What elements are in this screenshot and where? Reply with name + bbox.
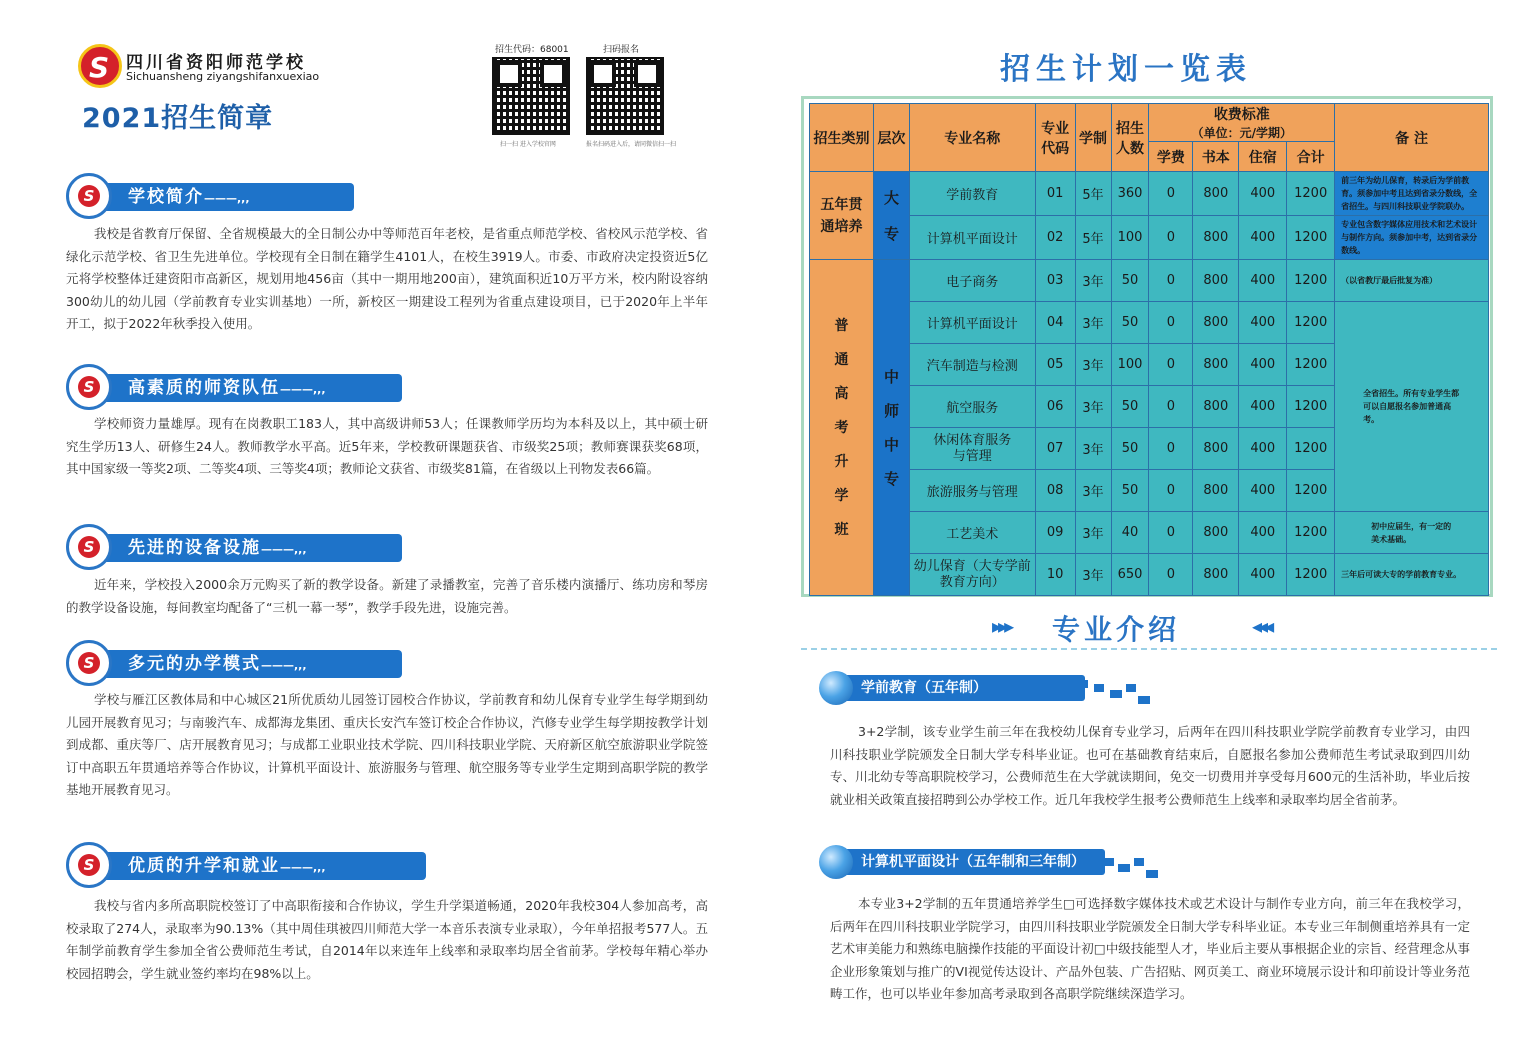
section-logo-icon	[66, 524, 112, 570]
count-cell: 360	[1111, 172, 1149, 216]
header-total: 合计	[1287, 142, 1335, 172]
major-cell: 电子商务	[909, 260, 1035, 302]
major-cell: 休闲体育服务与管理	[909, 428, 1035, 470]
tuition-cell: 0	[1149, 554, 1193, 596]
books-cell: 800	[1193, 470, 1239, 512]
header-category: 招生类别	[810, 104, 874, 172]
total-cell: 1200	[1287, 344, 1335, 386]
logo-letter: S	[78, 185, 100, 207]
books-cell: 800	[1193, 172, 1239, 216]
books-cell: 800	[1193, 554, 1239, 596]
table-row	[810, 554, 1489, 596]
pixel-decor	[1126, 684, 1136, 692]
total-cell: 1200	[1287, 260, 1335, 302]
total-cell: 1200	[1287, 302, 1335, 344]
section-title: 学校简介	[128, 187, 204, 207]
code-cell: 09	[1035, 512, 1075, 554]
pixel-decor	[1094, 684, 1104, 692]
tuition-cell: 0	[1149, 172, 1193, 216]
table-row	[810, 302, 1489, 344]
section-bar	[104, 374, 402, 402]
books-cell: 800	[1193, 512, 1239, 554]
section-tail: ———,,,	[280, 383, 326, 396]
years-cell: 3年	[1075, 428, 1111, 470]
section-bar	[104, 852, 426, 880]
years-cell: 3年	[1075, 260, 1111, 302]
page-title: 2021招生简章	[82, 103, 274, 134]
count-cell: 50	[1111, 302, 1149, 344]
remark-cell: 前三年为幼儿保育，转录后为学前教育。须参加中考且达到省录分数线，全省招生。与四川科技职业学院联办。	[1335, 172, 1489, 216]
lodging-cell: 400	[1239, 512, 1287, 554]
school-name-cn: 四川省资阳师范学校	[126, 53, 306, 73]
pixel-decor	[1110, 690, 1122, 698]
tuition-cell: 0	[1149, 216, 1193, 260]
count-cell: 100	[1111, 216, 1149, 260]
table-row	[810, 512, 1489, 554]
total-cell: 1200	[1287, 172, 1335, 216]
header-years: 学制	[1075, 104, 1111, 172]
years-cell: 3年	[1075, 344, 1111, 386]
logo-letter: S	[78, 854, 100, 876]
count-cell: 50	[1111, 386, 1149, 428]
section-title: 多元的办学模式	[128, 654, 261, 674]
intro-title: 专业介绍	[1052, 613, 1181, 646]
major-cell: 计算机平面设计	[909, 216, 1035, 260]
header-level: 层次	[873, 104, 909, 172]
pixel-decor	[1104, 858, 1114, 866]
table-row	[810, 172, 1489, 216]
code-cell: 04	[1035, 302, 1075, 344]
section-text-model: 学校与雁江区教体局和中心城区21所优质幼儿园签订园校合作协议，学前教育和幼儿保育专业学生每学期到幼儿园开展教育见习；与南骏汽车、成都海龙集团、重庆长安汽车签订校企合作协议，汽修专业学生每学期按教学计划到成都、重庆等厂、店开展教育见习；与成都工业职业技术学院、四川科技职业学院、天府新区航空旅游职业学院签订中高职五年贯通培养等合作协议，计算机平面设计、旅游服务与管理、航空服务等专业学生定期到高职学院的教学基地开展教育见习。	[66, 692, 708, 797]
total-cell: 1200	[1287, 512, 1335, 554]
enrollment-plan-table-frame	[801, 96, 1493, 597]
books-cell: 800	[1193, 302, 1239, 344]
section-text-equipment: 近年来，学校投入2000余万元购买了新的教学设备。新建了录播教室，完善了音乐楼内演播厅、练功房和琴房的教学设备设施，每间教室均配备了“三机一幕一琴”，教学手段先进，设施完善。	[66, 577, 708, 615]
category-cell: 普通高考升学班	[810, 260, 874, 596]
pixel-decor	[1076, 680, 1088, 688]
total-cell: 1200	[1287, 428, 1335, 470]
lodging-cell: 400	[1239, 172, 1287, 216]
major-title: 学前教育（五年制）	[845, 675, 1085, 701]
code-cell: 03	[1035, 260, 1075, 302]
code-cell: 05	[1035, 344, 1075, 386]
tuition-cell: 0	[1149, 302, 1193, 344]
remark-cell: 专业包含数字媒体应用技术和艺术设计与制作方向。须参加中考，达到省录分数线。	[1335, 216, 1489, 260]
code-cell: 06	[1035, 386, 1075, 428]
count-cell: 100	[1111, 344, 1149, 386]
table-row	[810, 216, 1489, 260]
section-bar	[104, 183, 354, 211]
tuition-cell: 0	[1149, 386, 1193, 428]
books-cell: 800	[1193, 344, 1239, 386]
total-cell: 1200	[1287, 386, 1335, 428]
lodging-cell: 400	[1239, 428, 1287, 470]
major-cell: 幼儿保育（大专学前教育方向）	[909, 554, 1035, 596]
pixel-decor	[1118, 864, 1130, 872]
code-cell: 01	[1035, 172, 1075, 216]
books-cell: 800	[1193, 260, 1239, 302]
divider	[801, 648, 1497, 650]
table-row	[810, 260, 1489, 302]
section-text-intro: 我校是省教育厅保留、全省规模最大的全日制公办中等师范百年老校，是省重点师范学校、省校风示范学校、省绿化示范学校、省卫生先进单位。学校现有全日制在籍学生4101人，在校生3919人。市委、市政府决定投资近5亿元将学校整体迁建资阳市高新区，规划用地456亩（其中一期用地200亩），建筑面积近10万平方米，校内附设容纳300幼儿的幼儿园（学前教育专业实训基地）一所，新校区一期建设工程列为省重点建设项目，已于2020年上半年开工，拟于2022年秋季投入使用。	[66, 226, 708, 331]
qr2-caption: 报名扫码进入后，请同微信扫一扫	[586, 141, 677, 148]
arrows-right-icon: ◂◂◂	[1252, 614, 1271, 638]
logo-letter: S	[78, 376, 100, 398]
header-fee	[1149, 104, 1335, 142]
lodging-cell: 400	[1239, 386, 1287, 428]
major-title: 计算机平面设计（五年制和三年制）	[845, 849, 1105, 875]
count-cell: 40	[1111, 512, 1149, 554]
ball-icon	[819, 845, 853, 879]
count-cell: 50	[1111, 428, 1149, 470]
count-cell: 650	[1111, 554, 1149, 596]
section-logo-icon	[66, 640, 112, 686]
section-title: 优质的升学和就业	[128, 856, 280, 876]
tuition-cell: 0	[1149, 470, 1193, 512]
lodging-cell: 400	[1239, 216, 1287, 260]
major-cell: 计算机平面设计	[909, 302, 1035, 344]
count-cell: 50	[1111, 260, 1149, 302]
major-cell: 航空服务	[909, 386, 1035, 428]
remark-cell: 全省招生。所有专业学生都可以自愿报名参加普通高考。	[1335, 302, 1489, 512]
logo-letter: S	[78, 652, 100, 674]
section-title: 高素质的师资队伍	[128, 378, 280, 398]
enrollment-plan-table	[809, 103, 1489, 596]
major-text-graphic-design: 本专业3+2学制的五年贯通培养学生□可选择数字媒体技术或艺术设计与制作专业方向，前三年在我校学习，后两年在四川科技职业学院学习，由四川科技职业学院颁发全日制大学专科毕业证。本专业三年制侧重培养具有一定艺术审美能力和熟练电脑操作技能的平面设计初□中级技能型人才，毕业后主要从事根据企业的宗旨、经营理念从事企业形象策划与推广的VI视觉传达设计、产品外包装、广告招贴、网页美工、商业环境展示设计和印前设计等业务范畴工作，也可以毕业年参加高考录取到各高职学院继续深造学习。	[830, 896, 1470, 1001]
years-cell: 5年	[1075, 216, 1111, 260]
count-cell: 50	[1111, 470, 1149, 512]
section-title: 先进的设备设施	[128, 538, 261, 558]
header-lodging: 住宿	[1239, 142, 1287, 172]
section-tail: ———,,,	[280, 861, 326, 874]
arrows-left-icon: ▸▸▸	[992, 614, 1011, 638]
qr-code-website[interactable]	[492, 57, 570, 135]
qr1-label: 招生代码：68001	[495, 45, 569, 55]
major-cell: 学前教育	[909, 172, 1035, 216]
logo-letter: S	[89, 51, 110, 84]
years-cell: 3年	[1075, 554, 1111, 596]
remark-cell: （以省教厅最后批复为准）	[1335, 260, 1489, 302]
pixel-decor	[1146, 870, 1158, 878]
books-cell: 800	[1193, 216, 1239, 260]
header-tuition: 学费	[1149, 142, 1193, 172]
qr1-caption: 扫一扫 进入学校官网	[500, 141, 556, 148]
level-cell: 中师中专	[873, 260, 909, 596]
section-logo-icon	[66, 173, 112, 219]
code-cell: 10	[1035, 554, 1075, 596]
years-cell: 3年	[1075, 386, 1111, 428]
years-cell: 5年	[1075, 172, 1111, 216]
years-cell: 3年	[1075, 512, 1111, 554]
total-cell: 1200	[1287, 554, 1335, 596]
total-cell: 1200	[1287, 216, 1335, 260]
section-text-faculty: 学校师资力量雄厚。现有在岗教职工183人，其中高级讲师53人；任课教师学历均为本科及以上，其中硕士研究生学历13人、研修生24人。教师教学水平高。近5年来，学校教研课题获省、市级奖25项；教师赛课获奖68项，其中国家级一等奖2项、二等奖4项、三等奖4项；教师论文获省、市级奖81篇，在省级以上刊物发表66篇。	[66, 416, 708, 476]
major-cell: 汽车制造与检测	[909, 344, 1035, 386]
pixel-decor	[1138, 696, 1150, 704]
qr-code-register[interactable]	[586, 57, 664, 135]
section-logo-icon	[66, 842, 112, 888]
code-cell: 08	[1035, 470, 1075, 512]
section-bar	[104, 650, 402, 678]
section-tail: ———,,,	[261, 659, 307, 672]
header-fee-unit: （单位：元/学期）	[1191, 126, 1292, 140]
total-cell: 1200	[1287, 470, 1335, 512]
tuition-cell: 0	[1149, 260, 1193, 302]
header-books: 书本	[1193, 142, 1239, 172]
years-cell: 3年	[1075, 470, 1111, 512]
remark-cell: 三年后可读大专的学前教育专业。	[1335, 554, 1489, 596]
logo-letter: S	[78, 536, 100, 558]
books-cell: 800	[1193, 428, 1239, 470]
category-cell: 五年贯通培养	[810, 172, 874, 260]
tuition-cell: 0	[1149, 512, 1193, 554]
books-cell: 800	[1193, 386, 1239, 428]
pixel-decor	[1134, 858, 1144, 866]
plan-title: 招生计划一览表	[1000, 52, 1252, 87]
major-text-preschool: 3+2学制，该专业学生前三年在我校幼儿保育专业学习，后两年在四川科技职业学院学前教育专业学习，由四川科技职业学院颁发全日制大学专科毕业证。也可在基础教育结束后，自愿报名参加公费师范生考试录取到四川幼专、川北幼专等高职院校学习，公费师范生在大学就读期间，免交一切费用并享受每月600元的生活补助，毕业后按就业相关政策直接招聘到公办学校工作。近几年我校学生报考公费师范生上线率和录取率均居全省前茅。	[830, 724, 1470, 807]
lodging-cell: 400	[1239, 260, 1287, 302]
remark-cell: 初中应届生，有一定的美术基础。	[1335, 512, 1489, 554]
header-code: 专业代码	[1035, 104, 1075, 172]
section-tail: ———,,,	[204, 192, 250, 205]
tuition-cell: 0	[1149, 344, 1193, 386]
school-logo	[78, 44, 122, 88]
pixel-decor	[1088, 852, 1100, 860]
section-logo-icon	[66, 364, 112, 410]
level-cell: 大专	[873, 172, 909, 260]
years-cell: 3年	[1075, 302, 1111, 344]
code-cell: 02	[1035, 216, 1075, 260]
tuition-cell: 0	[1149, 428, 1193, 470]
lodging-cell: 400	[1239, 302, 1287, 344]
section-tail: ———,,,	[261, 543, 307, 556]
header-remark: 备 注	[1335, 104, 1489, 172]
qr2-label: 扫码报名	[603, 45, 640, 55]
lodging-cell: 400	[1239, 344, 1287, 386]
major-cell: 工艺美术	[909, 512, 1035, 554]
header-count: 招生人数	[1111, 104, 1149, 172]
lodging-cell: 400	[1239, 554, 1287, 596]
lodging-cell: 400	[1239, 470, 1287, 512]
ball-icon	[819, 671, 853, 705]
school-name-en: Sichuansheng ziyangshifanxuexiao	[126, 70, 320, 83]
code-cell: 07	[1035, 428, 1075, 470]
table-header-row	[810, 104, 1489, 142]
major-cell: 旅游服务与管理	[909, 470, 1035, 512]
section-bar	[104, 534, 402, 562]
header-major: 专业名称	[909, 104, 1035, 172]
section-text-employment: 我校与省内多所高职院校签订了中高职衔接和合作协议，学生升学渠道畅通，2020年我校304人参加高考，高校录取了274人，录取率为90.13%（其中周佳琪被四川师范大学一本音乐表演专业录取），今年单招报考577人。五年制学前教育学生参加全省公费师范生考试，自2014年以来连年上线率和录取率均居全省前茅。学校每年精心举办校园招聘会，学生就业签约率均在98%以上。	[66, 898, 708, 981]
header-fee-label: 收费标准	[1213, 107, 1270, 123]
